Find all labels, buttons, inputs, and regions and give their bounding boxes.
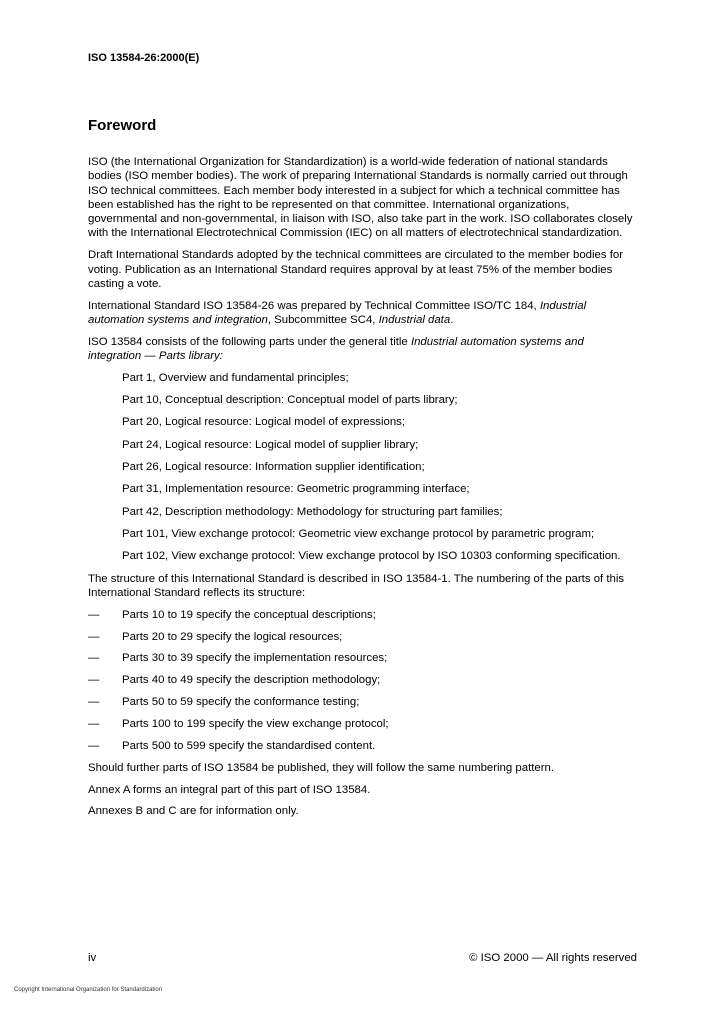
prepared-by-text: International Standard ISO 13584-26 was prepared by Technical Committee ISO/TC 184,: [88, 299, 540, 312]
list-item: [88, 651, 640, 665]
foreword-heading: Foreword: [88, 117, 157, 134]
list-item: [88, 695, 640, 709]
paragraph-further-parts: Should further parts of ISO 13584 be published, they will follow the same numbering pattern.: [88, 761, 555, 774]
list-item: Part 102, View exchange protocol: View exchange protocol by ISO 10303 conforming specification.: [122, 550, 621, 563]
dash-marker: —: [88, 608, 100, 621]
dash-marker: —: [88, 652, 100, 665]
list-item: Part 1, Overview and fundamental principles;: [122, 371, 349, 384]
copyright-notice: © ISO 2000 — All rights reserved: [469, 952, 637, 964]
document-id: ISO 13584-26:2000(E): [88, 52, 200, 64]
list-item-text: Parts 10 to 19 specify the conceptual descriptions;: [122, 608, 376, 621]
list-item: Part 31, Implementation resource: Geometric programming interface;: [122, 483, 470, 496]
list-item: [88, 673, 640, 687]
footer-note: Copyright International Organization for Standardization: [14, 987, 163, 993]
sentence-end: .: [450, 313, 454, 326]
dash-marker: —: [88, 696, 100, 709]
paragraph-parts-intro: [88, 335, 640, 364]
paragraph-draft-standards: Draft International Standards adopted by the technical committees are circulated to the member bodies for voting. Publication as an International Standard requires approval by at least 75% of the member bodies casting a vote.: [88, 249, 624, 290]
paragraph-iso-intro: ISO (the International Organization for Standardization) is a world-wide federation of national standards bodies (ISO member bodies). The work of preparing International Standards is normally carried out through ISO technical committees. Each member body interested in a subject for which a technical committee has been established has the right to be represented on that committee. International organizations, governmental and non-governmental, in liaison with ISO, also take part in the work. ISO collaborates closely with the International Electrotechnical Commission (IEC) on all matters of electrotechnical standardization.: [88, 156, 633, 240]
list-item-text: Parts 40 to 49 specify the description methodology;: [122, 674, 381, 687]
list-item: Part 20, Logical resource: Logical model of expressions;: [122, 416, 406, 429]
parts-intro-text: ISO 13584 consists of the following parts under the general title: [88, 335, 411, 348]
paragraph-structure: The structure of this International Standard is described in ISO 13584-1. The numbering of the parts of this International Standard reflects its structure:: [88, 572, 625, 599]
general-title: Industrial automation systems and integration — Parts library:: [88, 335, 584, 363]
paragraph-prepared-by: [88, 299, 640, 328]
dash-marker: —: [88, 739, 100, 752]
list-item: [88, 608, 640, 622]
list-item: Part 101, View exchange protocol: Geometric view exchange protocol by parametric program;: [122, 527, 595, 540]
committee-title: Industrial automation systems and integration: [88, 299, 587, 326]
list-item: Part 42, Description methodology: Methodology for structuring part families;: [122, 505, 503, 518]
paragraph-annex-a: Annex A forms an integral part of this part of ISO 13584.: [88, 783, 371, 796]
dash-marker: —: [88, 718, 100, 731]
paragraph-annexes-b-c: Annexes B and C are for information only.: [88, 805, 299, 818]
list-item-text: Parts 100 to 199 specify the view exchange protocol;: [122, 718, 389, 731]
foreword-section: [88, 117, 640, 826]
list-item: Part 10, Conceptual description: Conceptual model of parts library;: [122, 394, 458, 407]
list-item: Part 24, Logical resource: Logical model of supplier library;: [122, 438, 419, 451]
list-item-text: Parts 500 to 599 specify the standardised content.: [122, 739, 376, 752]
list-item: Part 26, Logical resource: Information supplier identification;: [122, 461, 425, 474]
page-number: iv: [88, 952, 97, 964]
dash-marker: —: [88, 630, 100, 643]
dash-marker: —: [88, 674, 100, 687]
list-item: [88, 739, 640, 753]
parts-list: [88, 371, 640, 564]
subcommittee-title: Industrial data: [378, 313, 451, 326]
list-item-text: Parts 50 to 59 specify the conformance testing;: [122, 696, 360, 709]
list-item: [88, 630, 640, 644]
list-item-text: Parts 20 to 29 specify the logical resources;: [122, 630, 343, 643]
structure-list: [88, 608, 640, 754]
subcommittee-text: , Subcommittee SC4,: [267, 313, 379, 326]
list-item-text: Parts 30 to 39 specify the implementation resources;: [122, 652, 388, 665]
list-item: [88, 717, 640, 731]
